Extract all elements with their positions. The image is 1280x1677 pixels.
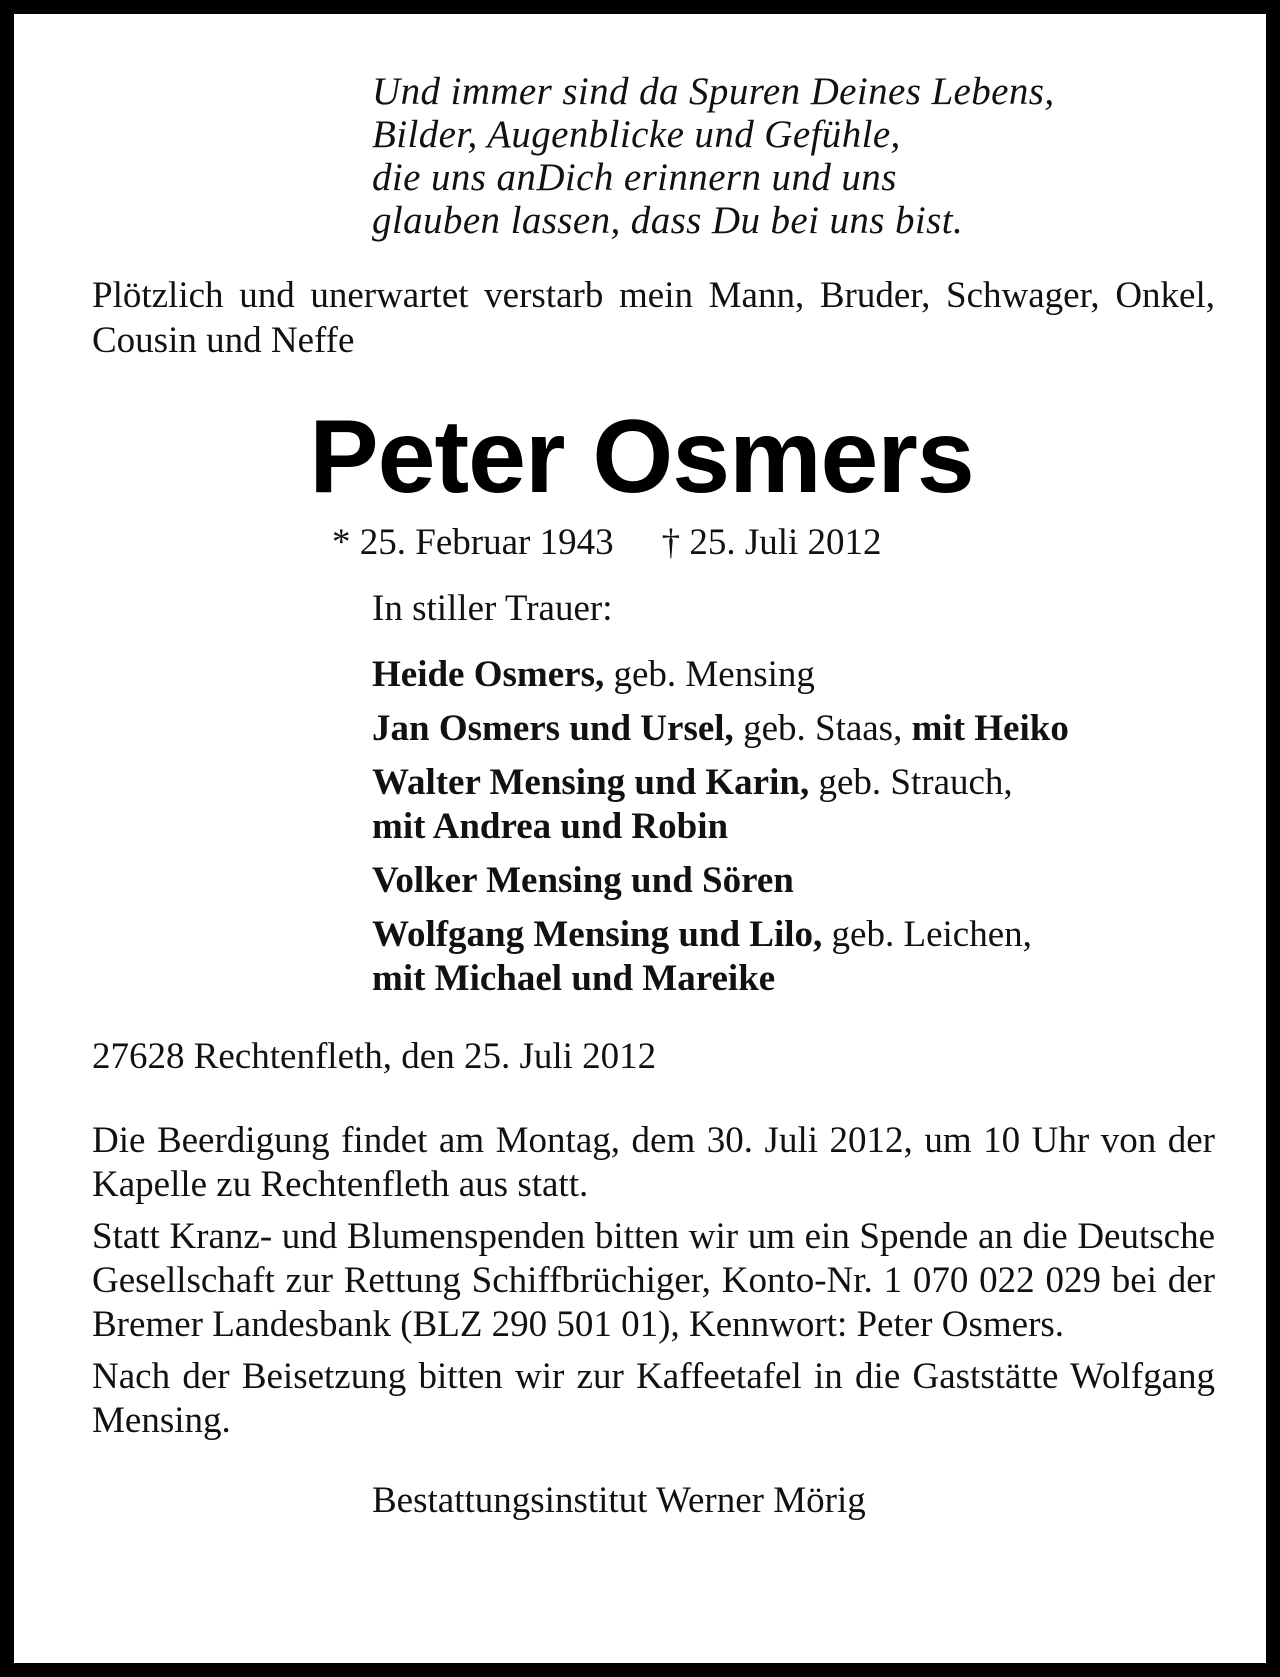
mourner-extra: mit Andrea und Robin xyxy=(372,806,729,847)
mourner-detail: geb. Staas, xyxy=(743,708,903,749)
poem-line: glauben lassen, dass Du bei uns bist. xyxy=(372,199,964,242)
poem-line: die uns anDich erinnern und uns xyxy=(372,156,897,199)
deceased-name: Peter Osmers xyxy=(309,399,974,515)
death-date: † 25. Juli 2012 xyxy=(661,522,882,563)
obituary-content xyxy=(92,70,1215,1523)
mourners-block xyxy=(372,587,1215,1001)
mourner-name: Heide Osmers, xyxy=(372,654,605,695)
mourner-entry xyxy=(372,653,1215,697)
mourner-detail: geb. Leichen, xyxy=(831,914,1032,955)
mourner-detail: geb. Mensing xyxy=(613,654,815,695)
death-announcement-text: Plötzlich und unerwartet verstarb mein Mann, Bruder, Schwager, Onkel, Cousin und Neffe xyxy=(92,275,1215,361)
mourner-entry xyxy=(372,859,1215,903)
life-dates xyxy=(332,521,1215,565)
mourner-entry xyxy=(372,761,1215,849)
poem-line: Bilder, Augenblicke und Gefühle, xyxy=(372,113,901,156)
mourner-extra: mit Heiko xyxy=(911,708,1069,749)
coffee-notice: Nach der Beisetzung bitten wir zur Kaffeetafel in die Gaststätte Wolfgang Mensing. xyxy=(92,1356,1215,1441)
donation-notice: Statt Kranz- und Blumenspenden bitten wir um ein Spende an die Deutsche Gesellschaft zur Rettung Schiffbrüchiger, Konto-Nr. 1 070 022 029 bei der Bremer Landesbank (BLZ 290 501 01), Kennwort: Peter Osmers. xyxy=(92,1216,1215,1345)
mourners-heading: In stiller Trauer: xyxy=(372,588,613,629)
funeral-notice: Die Beerdigung findet am Montag, dem 30. Juli 2012, um 10 Uhr von der Kapelle zu Rechtenfleth aus statt. xyxy=(92,1120,1215,1205)
mourner-entry xyxy=(372,707,1215,751)
poem-line: Und immer sind da Spuren Deines Lebens, xyxy=(372,70,1055,113)
mourner-name: Walter Mensing und Karin, xyxy=(372,762,810,803)
mourner-extra: mit Michael und Mareike xyxy=(372,958,776,999)
birth-date: * 25. Februar 1943 xyxy=(332,522,614,563)
mourner-entry xyxy=(372,913,1215,1001)
place-and-date: 27628 Rechtenfleth, den 25. Juli 2012 xyxy=(92,1036,657,1077)
mourner-detail: geb. Strauch, xyxy=(818,762,1013,803)
mourner-name: Jan Osmers und Ursel, xyxy=(372,708,734,749)
memorial-poem xyxy=(372,70,1215,242)
mourner-name: Volker Mensing und Sören xyxy=(372,860,794,901)
undertaker-name: Bestattungsinstitut Werner Mörig xyxy=(372,1480,866,1521)
mourner-name: Wolfgang Mensing und Lilo, xyxy=(372,914,823,955)
